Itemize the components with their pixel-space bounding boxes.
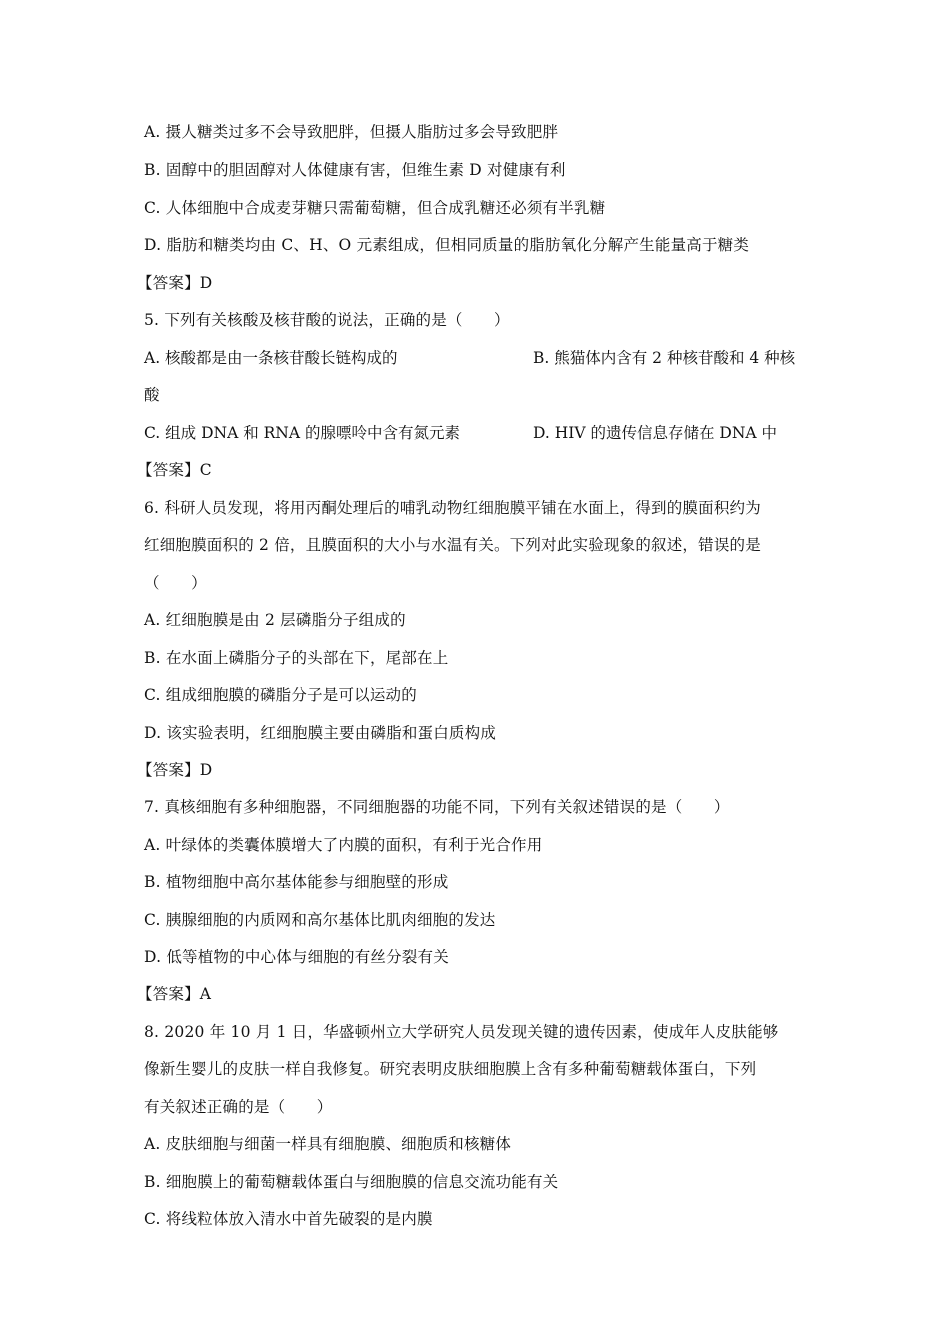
q4-option-b: B. 固醇中的胆固醇对人体健康有害，但维生素 D 对健康有利 bbox=[144, 161, 566, 179]
q6-stem-line-2: 红细胞膜面积的 2 倍，且膜面积的大小与水温有关。下列对此实验现象的叙述，错误的是 bbox=[144, 536, 761, 554]
q8-stem-line-2: 像新生婴儿的皮肤一样自我修复。研究表明皮肤细胞膜上含有多种葡萄糖载体蛋白，下列 bbox=[144, 1060, 757, 1078]
q7-option-a: A. 叶绿体的类囊体膜增大了内膜的面积，有利于光合作用 bbox=[144, 836, 543, 854]
q7-stem: 7. 真核细胞有多种细胞器，不同细胞器的功能不同，下列有关叙述错误的是（ ） bbox=[144, 798, 730, 816]
q4-answer: 【答案】D bbox=[137, 274, 213, 292]
q5-option-b-continued: 酸 bbox=[144, 386, 160, 404]
q6-stem-line-1: 6. 科研人员发现，将用丙酮处理后的哺乳动物红细胞膜平铺在水面上，得到的膜面积约为 bbox=[144, 499, 761, 517]
q6-option-a: A. 红细胞膜是由 2 层磷脂分子组成的 bbox=[144, 611, 406, 629]
q5-answer: 【答案】C bbox=[137, 461, 212, 479]
q5-option-c: C. 组成 DNA 和 RNA 的腺嘌呤中含有氮元素 bbox=[144, 424, 460, 442]
q7-option-b: B. 植物细胞中高尔基体能参与细胞壁的形成 bbox=[144, 873, 449, 891]
q5-option-d: D. HIV 的遗传信息存储在 DNA 中 bbox=[533, 424, 778, 442]
q7-option-d: D. 低等植物的中心体与细胞的有丝分裂有关 bbox=[144, 948, 449, 966]
q8-stem-line-3: 有关叙述正确的是（ ） bbox=[144, 1098, 333, 1116]
q8-stem-line-1: 8. 2020 年 10 月 1 日，华盛顿州立大学研究人员发现关键的遗传因素，使成年人皮肤能够 bbox=[144, 1023, 779, 1041]
q8-option-b: B. 细胞膜上的葡萄糖载体蛋白与细胞膜的信息交流功能有关 bbox=[144, 1173, 559, 1191]
q7-option-c: C. 胰腺细胞的内质网和高尔基体比肌肉细胞的发达 bbox=[144, 911, 496, 929]
q8-option-c: C. 将线粒体放入清水中首先破裂的是内膜 bbox=[144, 1210, 433, 1228]
q6-option-c: C. 组成细胞膜的磷脂分子是可以运动的 bbox=[144, 686, 417, 704]
q7-answer: 【答案】A bbox=[137, 985, 212, 1003]
q6-option-b: B. 在水面上磷脂分子的头部在下，尾部在上 bbox=[144, 649, 449, 667]
q6-answer: 【答案】D bbox=[137, 761, 213, 779]
q6-option-d: D. 该实验表明，红细胞膜主要由磷脂和蛋白质构成 bbox=[144, 724, 497, 742]
q4-option-c: C. 人体细胞中合成麦芽糖只需葡萄糖，但合成乳糖还必须有半乳糖 bbox=[144, 199, 606, 217]
q5-option-b: B. 熊猫体内含有 2 种核苷酸和 4 种核 bbox=[533, 349, 796, 367]
q4-option-a: A. 摄人糖类过多不会导致肥胖，但摄人脂肪过多会导致肥胖 bbox=[144, 123, 559, 141]
q5-stem: 5. 下列有关核酸及核苷酸的说法，正确的是（ ） bbox=[144, 311, 510, 329]
q8-option-a: A. 皮肤细胞与细菌一样具有细胞膜、细胞质和核糖体 bbox=[144, 1135, 512, 1153]
q6-stem-line-3: （ ） bbox=[144, 574, 207, 592]
q5-option-a: A. 核酸都是由一条核苷酸长链构成的 bbox=[144, 349, 398, 367]
q4-option-d: D. 脂肪和糖类均由 C、H、O 元素组成，但相同质量的脂肪氧化分解产生能量高于糖类 bbox=[144, 236, 750, 254]
